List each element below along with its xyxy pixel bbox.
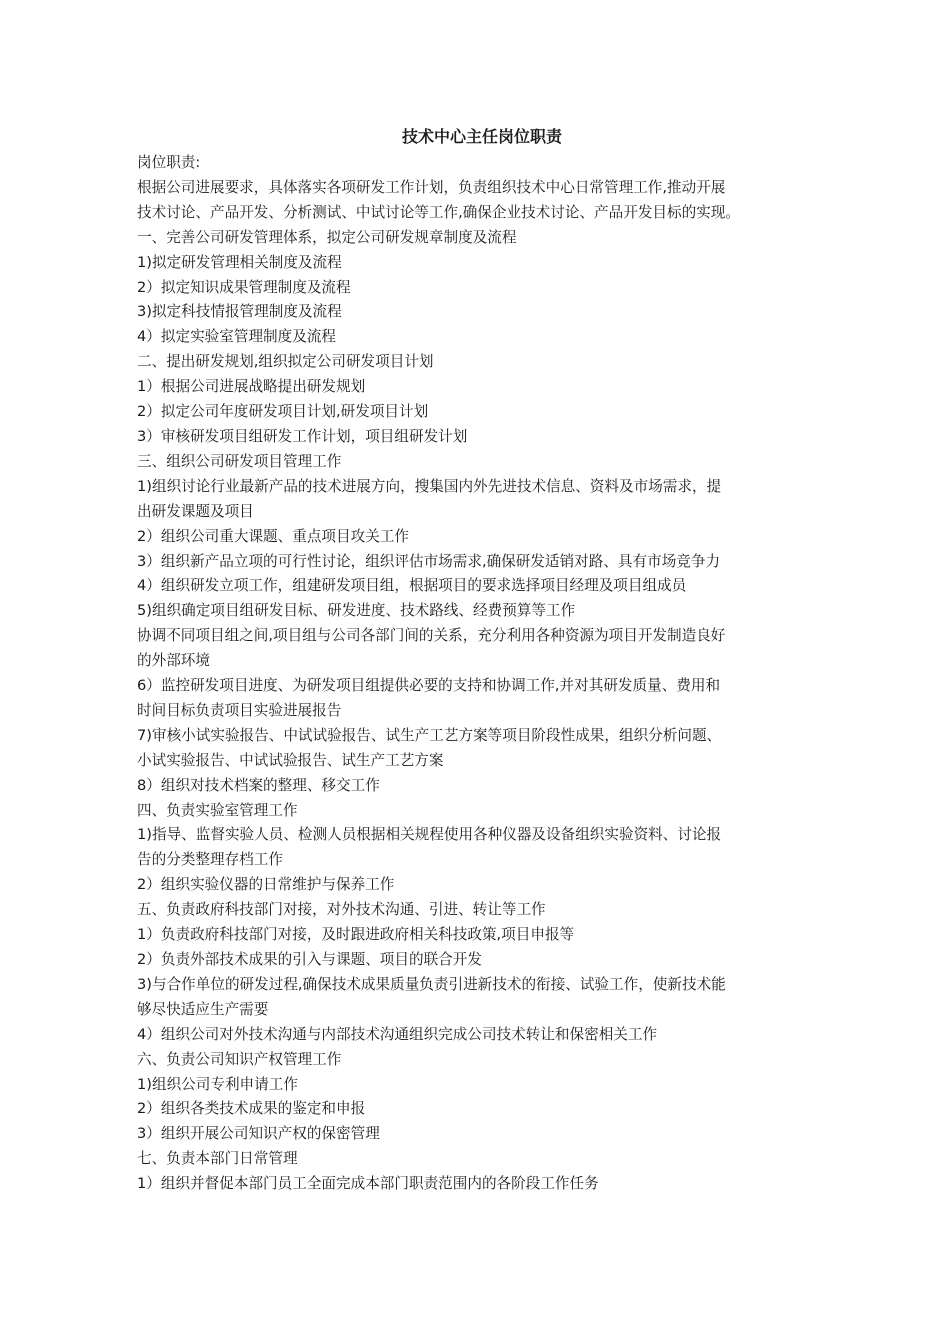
list-item: 2）组织公司重大课题、重点项目攻关工作 <box>137 527 409 545</box>
list-item: 1）根据公司进展战略提出研发规划 <box>137 378 366 396</box>
section-heading: 五、负责政府科技部门对接，对外技术沟通、引进、转让等工作 <box>137 901 546 919</box>
section-heading: 七、负责本部门日常管理 <box>137 1150 298 1168</box>
list-item: 6）监控研发项目进度、为研发项目组提供必要的支持和协调工作,并对其研发质量、费用和 <box>137 677 721 695</box>
list-item: 2）组织各类技术成果的鉴定和申报 <box>137 1100 366 1118</box>
body-line: 协调不同项目组之间,项目组与公司各部门间的关系，充分利用各种资源为项目开发制造良好 <box>137 627 726 645</box>
document-body <box>137 151 827 1197</box>
section-heading: 三、组织公司研发项目管理工作 <box>137 452 342 470</box>
list-item: 2）负责外部技术成果的引入与课题、项目的联合开发 <box>137 951 482 968</box>
document-page <box>137 124 827 1197</box>
list-item-continuation: 时间目标负责项目实验进展报告 <box>137 701 342 719</box>
list-item: 3）组织新产品立项的可行性讨论，组织评估市场需求,确保研发适销对路、具有市场竞争力 <box>137 552 721 570</box>
list-item-continuation: 告的分类整理存档工作 <box>137 851 283 869</box>
body-line: 岗位职责: <box>137 154 201 171</box>
list-item: 1）负责政府科技部门对接，及时跟进政府相关科技政策,项目申报等 <box>137 926 575 944</box>
list-item-continuation: 小试实验报告、中试试验报告、试生产工艺方案 <box>137 751 444 769</box>
list-item: 7)审核小试实验报告、中试试验报告、试生产工艺方案等项目阶段性成果，组织分析问题、 <box>137 726 722 744</box>
list-item: 2）拟定公司年度研发项目计划,研发项目计划 <box>137 403 429 421</box>
list-item-continuation: 出研发课题及项目 <box>137 502 254 520</box>
document-title: 技术中心主任岗位职责 <box>401 127 562 146</box>
section-heading: 六、负责公司知识产权管理工作 <box>137 1050 342 1068</box>
list-item: 3)拟定科技情报管理制度及流程 <box>137 303 342 321</box>
body-line: 技术讨论、产品开发、分析测试、中试讨论等工作,确保企业技术讨论、产品开发目标的实现。 <box>137 203 740 221</box>
body-line: 根据公司进展要求，具体落实各项研发工作计划，负责组织技术中心日常管理工作,推动开展 <box>137 178 726 196</box>
list-item: 1)组织讨论行业最新产品的技术进展方向，搜集国内外先进技术信息、资料及市场需求，提 <box>137 477 722 495</box>
list-item: 2）组织实验仪器的日常维护与保养工作 <box>137 876 395 894</box>
list-item-continuation: 够尽快适应生产需要 <box>137 1000 269 1018</box>
list-item: 3）审核研发项目组研发工作计划，项目组研发计划 <box>137 427 468 445</box>
list-item: 3)与合作单位的研发过程,确保技术成果质量负责引进新技术的衔接、试验工作，使新技术能 <box>137 975 726 993</box>
list-item: 1）组织并督促本部门员工全面完成本部门职责范围内的各阶段工作任务 <box>137 1175 599 1193</box>
section-heading: 一、完善公司研发管理体系，拟定公司研发规章制度及流程 <box>137 228 517 246</box>
list-item: 1)拟定研发管理相关制度及流程 <box>137 253 342 271</box>
body-line-continuation: 的外部环境 <box>137 652 210 670</box>
list-item: 1)组织公司专利申请工作 <box>137 1075 298 1093</box>
list-item: 4）组织公司对外技术沟通与内部技术沟通组织完成公司技术转让和保密相关工作 <box>137 1025 658 1043</box>
list-item: 4）拟定实验室管理制度及流程 <box>137 328 337 346</box>
list-item: 2）拟定知识成果管理制度及流程 <box>137 278 351 296</box>
list-item: 1)指导、监督实验人员、检测人员根据相关规程使用各种仪器及设备组织实验资料、讨论报 <box>137 826 722 844</box>
section-heading: 四、负责实验室管理工作 <box>137 801 298 819</box>
section-heading: 二、提出研发规划,组织拟定公司研发项目计划 <box>137 353 434 371</box>
list-item: 5)组织确定项目组研发目标、研发进度、技术路线、经费预算等工作 <box>137 602 576 620</box>
list-item: 3）组织开展公司知识产权的保密管理 <box>137 1125 380 1143</box>
list-item: 4）组织研发立项工作，组建研发项目组，根据项目的要求选择项目经理及项目组成员 <box>137 577 687 595</box>
list-item: 8）组织对技术档案的整理、移交工作 <box>137 776 380 794</box>
